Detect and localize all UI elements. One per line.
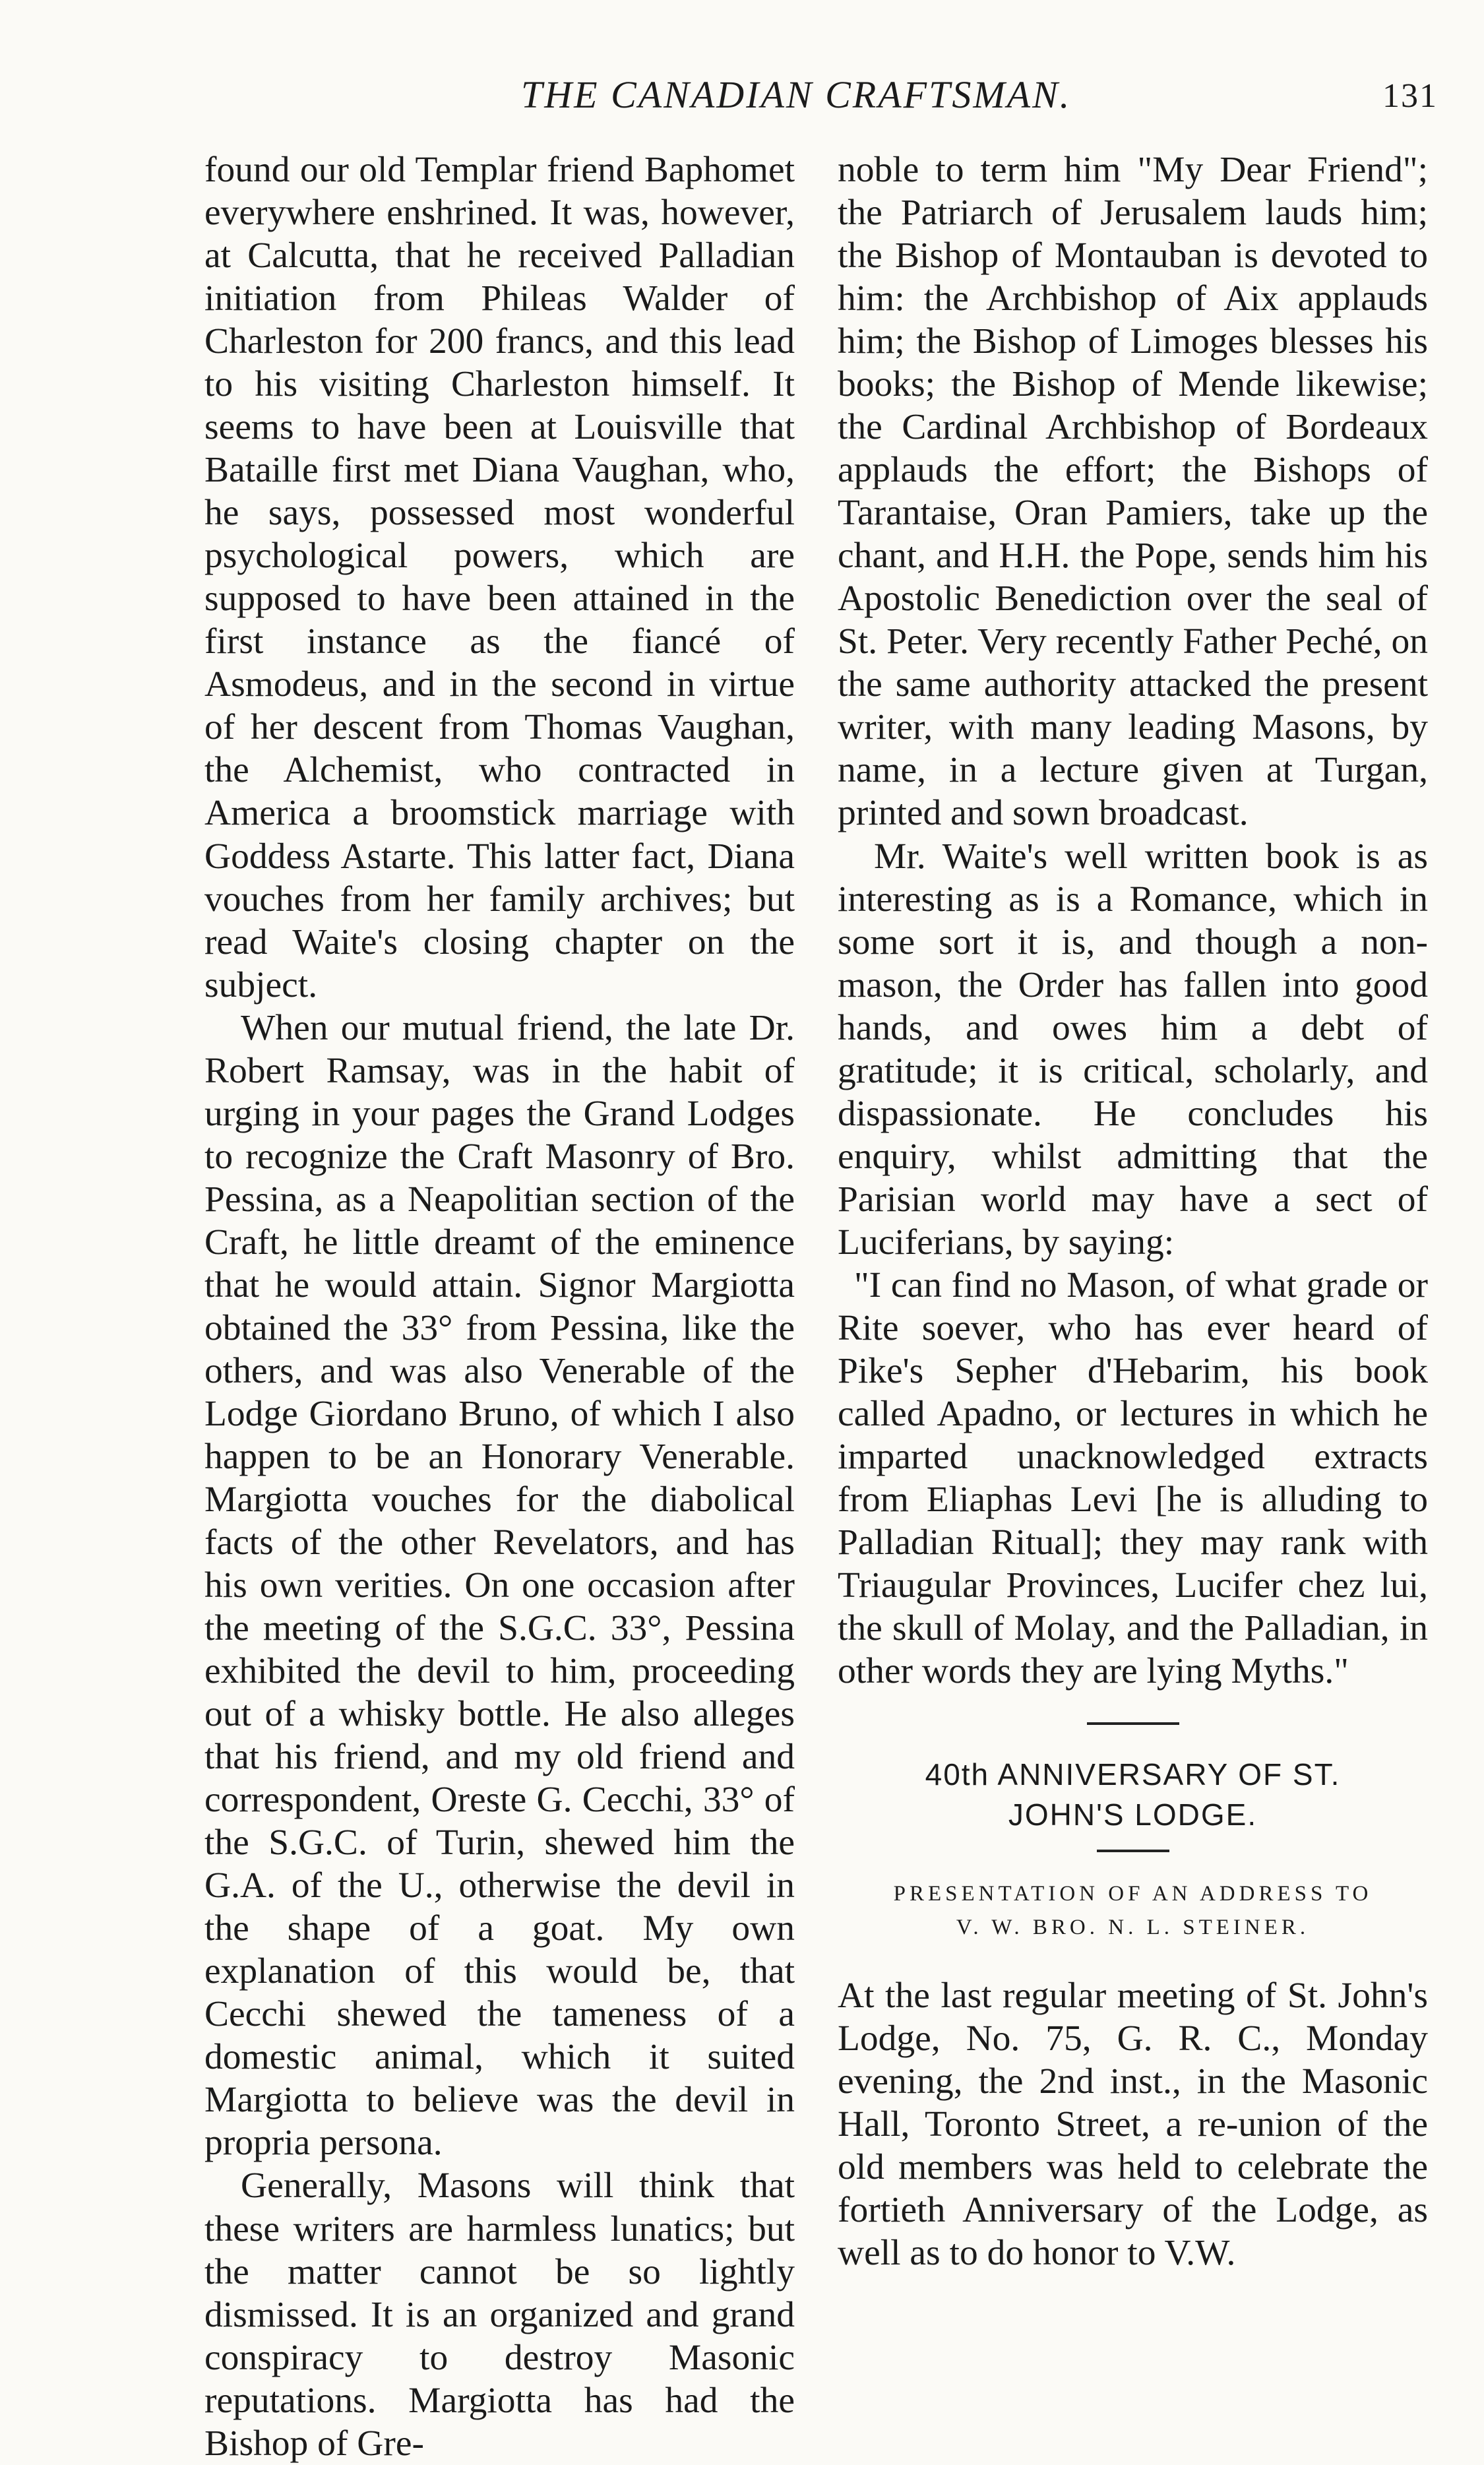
running-title: THE CANADIAN CRAFTSMAN. [521, 73, 1072, 116]
article-first-paragraph: At the last regular meeting of St. John's Lodge, No. 75, G. R. C., Monday evening, the 2nd inst., in the Masonic Hall, Toronto Street, a re-union of the old members was held to celebrate the fortieth Anniversary of the Lodge, as well as to do honor to V.W. [838, 1975, 1428, 2274]
right-paragraph-2: Mr. Waite's well written book is as interesting as is a Romance, which in some sort it is, and though a non-mason, the Order has fallen into good hands, and owes him a debt of gratitude; it is critical, scholarly, and dispassionate. He concludes his enquiry, whilst admitting that the Parisian world may have a sect of Luciferians, by saying: [838, 836, 1428, 1263]
page-header [0, 73, 1484, 132]
left-paragraph-3: Generally, Masons will think that these writers are harmless lunatics; but the matter cannot be so lightly dismissed. It is an organized and grand conspiracy to destroy Masonic reputations. Margiotta has had the Bishop of Gre- [204, 2166, 795, 2464]
article-subheading [838, 1877, 1428, 1945]
article-heading-line-1: 40th ANNIVERSARY OF ST. [925, 1757, 1341, 1792]
article-subheading-line-1: PRESENTATION OF AN ADDRESS TO [893, 1881, 1373, 1906]
left-paragraph-2: When our mutual friend, the late Dr. Robert Ramsay, was in the habit of urging in your pages the Grand Lodges to recognize the Craft Masonry of Bro. Pessina, as a Neapolitian section of the Craft, he little dreamt of the eminence that he would attain. Signor Margiotta obtained the 33° from Pessina, like the others, and was also Venerable of the Lodge Giordano Bruno, of which I also happen to be an Honorary Venerable. Margiotta vouches for the diabolical facts of the other Revelators, and has his own verities. On one occasion after the meeting of the S.G.C. 33°, Pessina exhibited the devil to him, proceeding out of a whisky bottle. He also alleges that his friend, and my old friend and correspondent, Oreste G. Cecchi, 33° of the S.G.C. of Turin, shewed him the G.A. of the U., otherwise the devil in the shape of a goat. My own explanation of this would be, that Cecchi shewed the tameness of a domestic animal, which it suited Margiotta to believe was the devil in propria persona. [204, 1007, 795, 2164]
heading-divider [1097, 1850, 1169, 1852]
right-paragraph-1: noble to term him "My Dear Friend"; the Patriarch of Jerusalem lauds him; the Bishop of Montauban is devoted to him: the Archbishop of Aix applauds him; the Bishop of Limoges blesses his books; the Bishop of Mende likewise; the Cardinal Archbishop of Bordeaux applauds the effort; the Bishops of Tarantaise, Oran Pamiers, take up the chant, and H.H. the Pope, sends him his Apostolic Benediction over the seal of St. Peter. Very recently Father Peché, on the same authority attacked the present writer, with many leading Masons, by name, in a lecture given at Turgan, printed and sown broadcast. [838, 150, 1428, 834]
block-quote: "I can find no Mason, of what grade or Rite soever, who has ever heard of Pike's Sepher d'Hebarim, his book called Apadno, or lectures in which he imparted unacknowledged extracts from Eliaphas Levi [he is alluding to Palladian Ritual]; they may rank with Triaugular Provinces, Lucifer chez lui, the skull of Molay, and the Palladian, in other words they are lying Myths." [838, 1264, 1428, 1692]
left-paragraph-1: found our old Templar friend Baphomet everywhere enshrined. It was, however, at Calcutta, that he received Palladian initiation from Phileas Walder of Charleston for 200 francs, and this lead to his visiting Charleston himself. It seems to have been at Louisville that Bataille first met Diana Vaughan, who, he says, possessed most wonderful psychological powers, which are supposed to have been attained in the first instance as the fiancé of Asmodeus, and in the second in virtue of her descent from Thomas Vaughan, the Alchemist, who contracted in America a broomstick marriage with Goddess Astarte. This latter fact, Diana vouches from her family archives; but read Waite's closing chapter on the subject. [204, 150, 795, 1005]
article-heading-line-2: JOHN'S LODGE. [1008, 1797, 1258, 1832]
right-column [838, 148, 1428, 2274]
section-divider [1087, 1722, 1179, 1725]
article-heading [838, 1755, 1428, 1834]
left-column [204, 148, 795, 2465]
page-number: 131 [1382, 77, 1438, 115]
article-subheading-line-2: V. W. BRO. N. L. STEINER. [956, 1915, 1310, 1939]
